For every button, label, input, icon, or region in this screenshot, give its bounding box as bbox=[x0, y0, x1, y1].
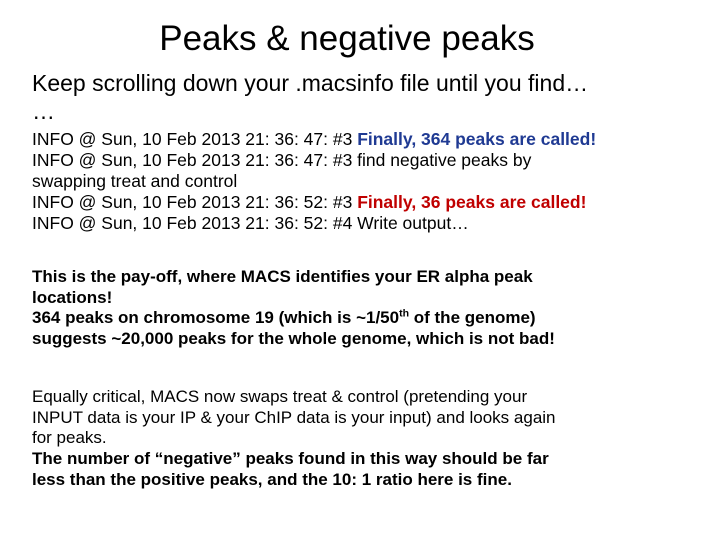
payoff-line-2: locations! bbox=[32, 287, 113, 307]
log-line-4 bbox=[32, 192, 702, 213]
payoff-line-3-suffix: of the genome) bbox=[409, 308, 536, 328]
payoff-line-4: suggests ~20,000 peaks for the whole genome, which is not bad! bbox=[32, 329, 555, 349]
log-line-5: INFO @ Sun, 10 Feb 2013 21: 36: 52: #4 Write output… bbox=[32, 213, 469, 233]
critical-paragraph bbox=[32, 387, 702, 491]
log-line-2: INFO @ Sun, 10 Feb 2013 21: 36: 47: #3 find negative peaks by bbox=[32, 150, 532, 170]
payoff-line-3 bbox=[32, 308, 702, 329]
log-line-1 bbox=[32, 129, 702, 150]
intro-line-2: … bbox=[32, 97, 55, 124]
intro-line-1: Keep scrolling down your .macsinfo file until you find… bbox=[32, 70, 589, 96]
negative-peaks-highlight: Finally, 36 peaks are called! bbox=[357, 192, 587, 212]
intro-text bbox=[32, 70, 702, 125]
payoff-line-1: This is the pay-off, where MACS identifies your ER alpha peak bbox=[32, 267, 533, 286]
critical-line-4: The number of “negative” peaks found in this way should be far bbox=[32, 449, 549, 469]
critical-line-2: INPUT data is your IP & your ChIP data is your input) and looks again bbox=[32, 407, 556, 427]
payoff-paragraph bbox=[32, 267, 702, 350]
ordinal-superscript: th bbox=[399, 307, 410, 320]
log-output bbox=[32, 129, 702, 234]
critical-line-3: for peaks. bbox=[32, 428, 107, 448]
critical-line-1: Equally critical, MACS now swaps treat & control (pretending your bbox=[32, 387, 528, 406]
log-line-4-prefix: INFO @ Sun, 10 Feb 2013 21: 36: 52: #3 bbox=[32, 192, 358, 212]
log-line-1-prefix: INFO @ Sun, 10 Feb 2013 21: 36: 47: #3 bbox=[32, 129, 358, 149]
log-line-3: swapping treat and control bbox=[32, 171, 238, 191]
slide-title: Peaks & negative peaks bbox=[159, 19, 535, 58]
positive-peaks-highlight: Finally, 364 peaks are called! bbox=[357, 129, 597, 149]
critical-line-5: less than the positive peaks, and the 10: 1 ratio here is fine. bbox=[32, 469, 512, 489]
payoff-line-3-prefix: 364 peaks on chromosome 19 (which is ~1/50 bbox=[32, 308, 400, 328]
